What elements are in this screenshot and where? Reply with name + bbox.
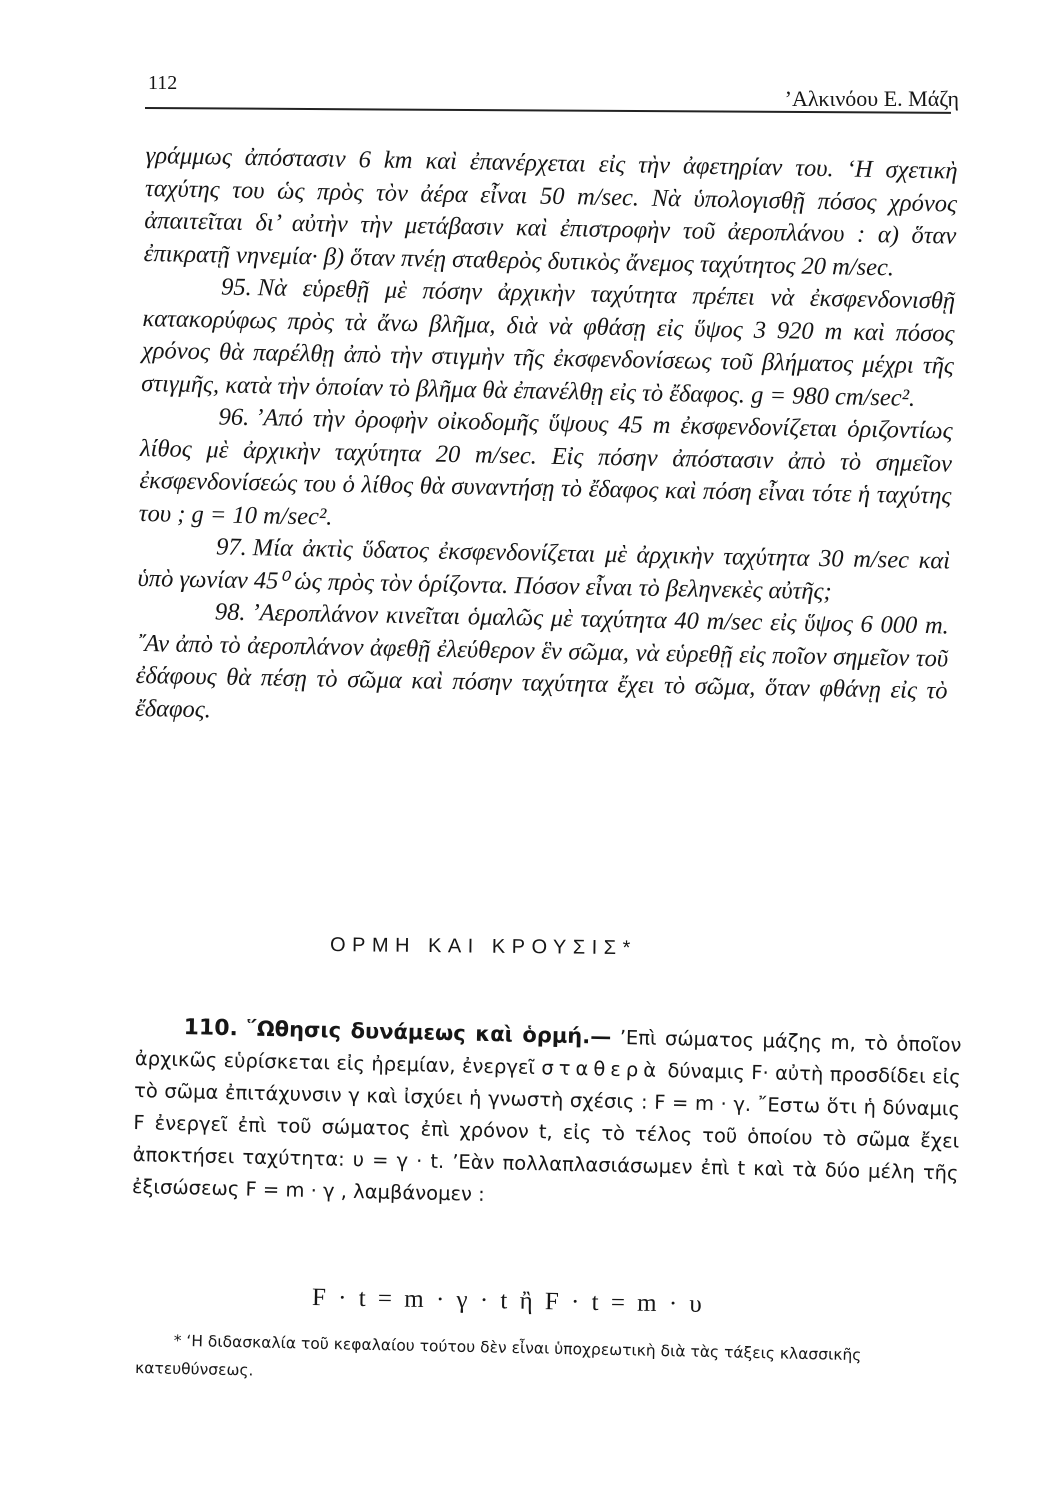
problem-96 [139, 400, 953, 546]
footnote-text: * ‘Η διδασκαλία τοῦ κεφαλαίου τούτου δὲν εἶναι ὑποχρεωτικὴ διὰ τὰς τάξεις κλασσικῆς κατευθύνσεως. [134, 1331, 862, 1380]
section-heading: ῞Ωθησις δυνάμεως καὶ ὁρμή.— [246, 1016, 612, 1049]
section-body [132, 1010, 962, 1222]
problem-text: Νὰ εὑρεθῇ μὲ πόσην ἀρχικὴν ταχύτητα πρέπει νὰ ἐκσφενδονισθῇ κατακορύφως πρὸς τὰ ἄνω βλῆμα, διὰ νὰ φθάσῃ εἰς ὕψος 3 920 m καὶ πόσος χρόνος θὰ παρέλθῃ ἀπὸ τὴν στιγμὴν τῆς ἐκσφενδονίσεως τοῦ βλήματος μέχρι τῆς στιγμῆς, κατὰ τὴν ὁποίαν τὸ βλῆμα θὰ ἐπανέλθῃ εἰς τὸ ἔδαφος. g = 980 cm/sec². [141, 274, 956, 412]
problem-text: ’Αεροπλάνον κινεῖται ὁμαλῶς μὲ ταχύτητα 40 m/sec εἰς ὕψος 6 000 m. ῎Αν ἀπὸ τὸ ἀεροπλάνον ἀφεθῇ ἐλεύθερον ἓν σῶμα, νὰ εὑρεθῇ εἰς ποῖον σημεῖον τοῦ ἐδάφους θὰ πέσῃ τὸ σῶμα καὶ πόσην ταχύτητα ἔχει τὸ σῶμα, ὅταν φθάνῃ εἰς τὸ ἔδαφος. [134, 599, 950, 723]
problem-number: 98. [214, 598, 246, 626]
section-paragraph [132, 1010, 962, 1222]
section-title: ΟΡΜΗ ΚΑΙ ΚΡΟΥΣΙΣ* [329, 934, 637, 960]
continuation-paragraph: γράμμως ἀπόστασιν 6 km καὶ ἐπανέρχεται εἰς τὴν ἀφετηρίαν του. ‘Η σχετικὴ ταχύτης του ὡς πρὸς τὸν ἀέρα εἶναι 50 m/sec. Νὰ ὑπολογισθῇ πόσος χρόνος ἀπαιτεῖται δι’ αὐτὴν τὴν μετάβασιν καὶ ἐπιστροφὴν τοῦ ἀεροπλάνου : α) ὅταν ἐπικρατῇ νηνεμία· β) ὅταν πνέῃ σταθερὸς δυτικὸς ἄνεμος ταχύτητος 20 m/sec. [143, 141, 958, 281]
problem-text: Μία ἀκτὶς ὕδατος ἐκσφενδονίζεται μὲ ἀρχικὴν ταχύτητα 30 m/sec καὶ ὑπὸ γωνίαν 45⁰ ὡς πρὸς τὸν ὁρίζοντα. Πόσον εἶναι τὸ βεληνεκὲς αὐτῆς; [137, 534, 951, 605]
problem-number: 97. [215, 533, 248, 562]
section-number: 110. [183, 1015, 239, 1042]
problem-number: 96. [218, 403, 250, 432]
problem-text: ’Από τὴν ὀροφὴν οἰκοδομῆς ὕψους 45 m ἐκσφενδονίζεται ὁριζοντίως λίθος μὲ ἀρχικὴν ταχύτητα 20 m/sec. Εἰς πόσην ἀπόστασιν ἀπὸ τὸ σημεῖον ἐκσφενδονίσεώς του ὁ λίθος θὰ συναντήσῃ τὸ ἔδαφος καὶ πόση εἶναι τότε ἡ ταχύτης του ; g = 10 m/sec². [138, 404, 953, 531]
problem-number: 95. [220, 273, 253, 302]
page-number: 112 [148, 72, 178, 94]
footnote [135, 1326, 962, 1399]
section-text-part-2: δύναμις F· αὐτὴ προσδίδει εἰς τὸ σῶμα ἐπιτάχυνσιν γ καὶ ἰσχύει ἡ γνωστὴ σχέσις : F = m · γ. ῎Εστω ὅτι ἡ δύναμις F ἐνεργεῖ ἐπὶ τοῦ σώματος ἐπὶ χρόνον t, εἰς τὸ τέλος τοῦ ὁποίου τὸ σῶμα ἔχει ἀποκτήσει ταχύτητα: υ = γ · t. ’Εὰν πολλαπλασιάσωμεν ἐπὶ t καὶ τὰ δύο μέλη τῆς ἐξισώσεως F = m · γ , λαμβάνομεν : [131, 1059, 961, 1206]
spaced-emphasis: σταθερὰ [541, 1056, 662, 1082]
problem-95 [141, 270, 955, 416]
equation: F · t = m · γ · t ἢ F · t = m · υ [311, 1284, 703, 1318]
exercise-block [135, 140, 958, 740]
section-text-part-1: ’Επὶ σώματος μάζης m, τὸ ὁποῖον ἀρχικῶς εὑρίσκεται εἰς ἠρεμίαν, ἐνεργεῖ [134, 1025, 962, 1080]
problem-98 [135, 595, 949, 741]
running-head: ’Αλκινόου Ε. Μάζη [784, 86, 959, 111]
